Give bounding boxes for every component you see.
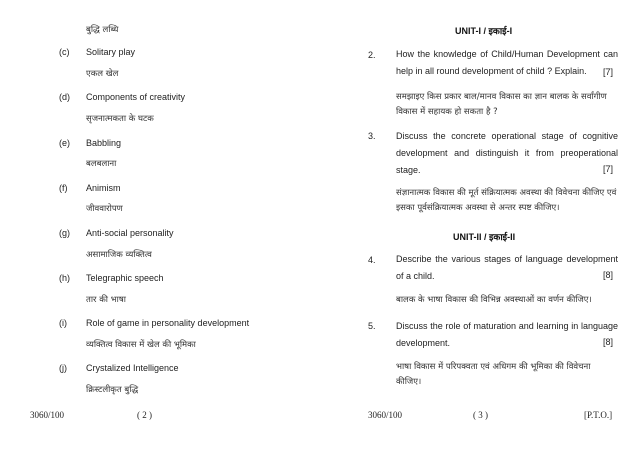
question-number: 2. <box>368 50 376 60</box>
item-hindi: जीववारोपण <box>86 204 123 214</box>
footer-page-number-left: ( 2 ) <box>137 410 152 420</box>
top-hindi-text: बुद्धि लब्धि <box>86 25 119 35</box>
item-hindi: क्रिस्टलीकृत बुद्धि <box>86 385 139 395</box>
item-english: Babbling <box>86 138 122 148</box>
question-hindi: बालक के भाषा विकास की विभिन्न अवस्थाओं का वर्णन कीजिए। <box>396 295 592 305</box>
unit-1-heading: UNIT-I / इकाई-I <box>455 26 513 36</box>
item-hindi: असामाजिक व्यक्तित्व <box>86 250 152 260</box>
question-number: 3. <box>368 131 376 141</box>
question-marks: [7] <box>603 67 614 77</box>
question-hindi: भाषा विकास में परिपक्वता एवं अधिगम की भूमिका की विवेचना कीजिए। <box>396 362 591 387</box>
item-label: (f) <box>59 183 68 193</box>
question-english: Discuss the concrete operational stage of cognitive development and distinguish it from preoperational stage. <box>396 131 618 175</box>
question-marks: [8] <box>603 337 614 347</box>
question-number: 5. <box>368 321 376 331</box>
item-label: (e) <box>59 138 70 148</box>
question-hindi: समझाइए किस प्रकार बाल/मानव विकास का ज्ञान बालक के सर्वांगीण विकास में सहायक हो सकता है ? <box>396 92 607 117</box>
item-label: (h) <box>59 273 70 283</box>
question-marks: [8] <box>603 270 614 280</box>
item-english: Solitary play <box>86 47 136 57</box>
question-english: How the knowledge of Child/Human Development can help in all round development of child ? Explain. <box>396 49 618 76</box>
unit-2-heading: UNIT-II / इकाई-II <box>453 232 516 242</box>
item-english: Crystalized Intelligence <box>86 363 179 373</box>
question-english: Discuss the role of maturation and learning in language development. <box>396 321 618 348</box>
item-english: Components of creativity <box>86 92 186 102</box>
item-hindi: एकल खेल <box>86 69 119 79</box>
item-hindi: बलबलाना <box>86 159 117 169</box>
item-label: (i) <box>59 318 67 328</box>
footer-pto: [P.T.O.] <box>584 410 613 420</box>
item-english: Role of game in personality development <box>86 318 250 328</box>
item-hindi: व्यक्तित्व विकास में खेल की भूमिका <box>86 340 196 350</box>
question-number: 4. <box>368 255 376 265</box>
item-hindi: तार की भाषा <box>86 295 126 305</box>
question-english: Describe the various stages of language development of a child. <box>396 254 618 281</box>
footer-page-number-right: ( 3 ) <box>473 410 488 420</box>
footer-code-right: 3060/100 <box>368 410 403 420</box>
item-label: (j) <box>59 363 67 373</box>
item-label: (g) <box>59 228 70 238</box>
question-hindi: संज्ञानात्मक विकास की मूर्त संक्रियात्मक अवस्था की विवेचना कीजिए एवं इसका पूर्वसंक्रियात्मक अवस्था से अन्तर स्पष्ट कीजिए। <box>396 188 617 213</box>
right-page <box>320 0 640 457</box>
item-english: Telegraphic speech <box>86 273 164 283</box>
footer-code-left: 3060/100 <box>30 410 65 420</box>
item-label: (d) <box>59 92 70 102</box>
item-english: Anti-social personality <box>86 228 174 238</box>
item-hindi: सृजनात्मकता के घटक <box>86 114 154 124</box>
item-label: (c) <box>59 47 70 57</box>
question-marks: [7] <box>603 164 614 174</box>
item-english: Animism <box>86 183 121 193</box>
